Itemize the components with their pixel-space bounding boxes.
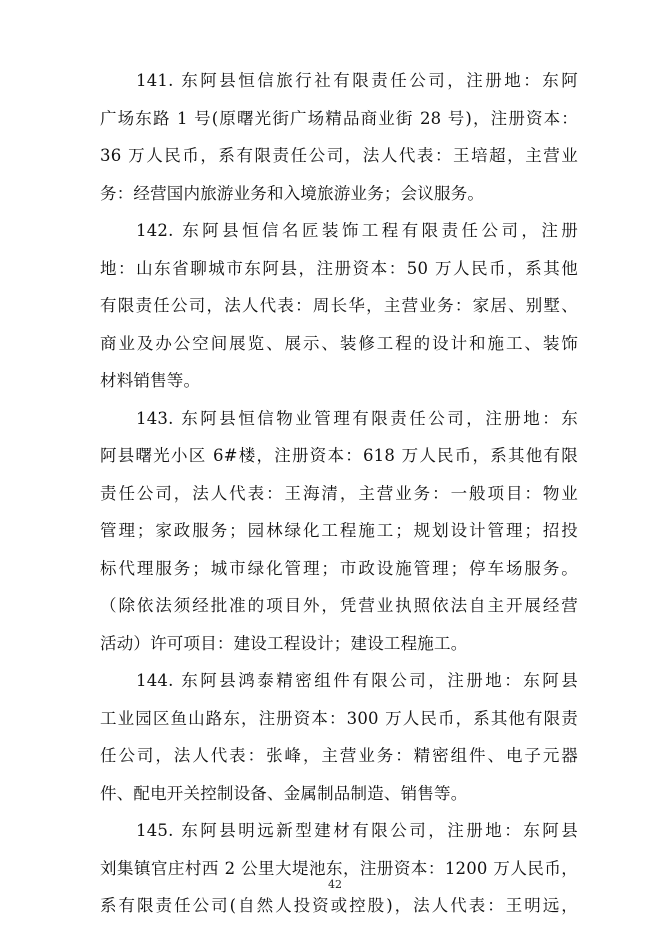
entry-line: 145. 东阿县明远新型建材有限公司，注册地：东阿县 xyxy=(136,821,578,840)
entry-line: 144. 东阿县鸿泰精密组件有限公司，注册地：东阿县 xyxy=(136,671,578,690)
entry-line: 有限责任公司，法人代表：周长华，主营业务：家居、别墅、 xyxy=(100,296,578,315)
entry-line: 材料销售等。 xyxy=(100,371,201,390)
entry-143 xyxy=(100,400,578,663)
entry-line: 件、配电开关控制设备、金属制品制造、销售等。 xyxy=(100,783,468,803)
entry-line: 商业及办公空间展览、展示、装修工程的设计和施工、装饰 xyxy=(100,333,578,353)
entry-line: （除依法须经批准的项目外，凭营业执照依法自主开展经营 xyxy=(100,596,578,615)
entry-line: 任公司，法人代表：张峰，主营业务：精密组件、电子元器 xyxy=(100,746,578,765)
entry-line: 地：山东省聊城市东阿县，注册资本：50 万人民币，系其他 xyxy=(100,258,578,278)
entry-line: 阿县曙光小区 6#楼，注册资本：618 万人民币，系其他有限 xyxy=(100,446,578,465)
entry-line: 36 万人民币，系有限责任公司，法人代表：王培超，主营业 xyxy=(100,146,578,165)
entry-141 xyxy=(100,62,578,212)
entry-line: 系有限责任公司(自然人投资或控股)，法人代表：王明远， xyxy=(100,896,578,915)
entry-line: 工业园区鱼山路东，注册资本：300 万人民币，系其他有限责 xyxy=(100,708,578,728)
company-entries xyxy=(100,62,578,925)
entry-line: 142. 东阿县恒信名匠装饰工程有限责任公司，注册 xyxy=(136,221,578,240)
entry-line: 143. 东阿县恒信物业管理有限责任公司，注册地：东 xyxy=(136,408,578,428)
entry-line: 责任公司，法人代表：王海清，主营业务：一般项目：物业 xyxy=(100,483,578,503)
entry-line: 标代理服务；城市绿化管理；市政设施管理；停车场服务。 xyxy=(100,558,578,578)
entry-line: 广场东路 1 号(原曙光街广场精品商业街 28 号)，注册资本： xyxy=(100,108,578,128)
entry-line: 刘集镇官庄村西 2 公里大堤池东，注册资本：1200 万人民币， xyxy=(100,858,578,878)
entry-line: 活动）许可项目：建设工程设计；建设工程施工。 xyxy=(100,633,468,653)
entry-line: 管理；家政服务；园林绿化工程施工；规划设计管理；招投 xyxy=(100,521,578,540)
entry-142 xyxy=(100,212,578,400)
entry-line: 141. 东阿县恒信旅行社有限责任公司，注册地：东阿 xyxy=(136,71,578,90)
page-number: 42 xyxy=(328,878,342,891)
entry-line: 务：经营国内旅游业务和入境旅游业务；会议服务。 xyxy=(100,183,485,203)
entry-144 xyxy=(100,662,578,812)
entry-145 xyxy=(100,812,578,925)
